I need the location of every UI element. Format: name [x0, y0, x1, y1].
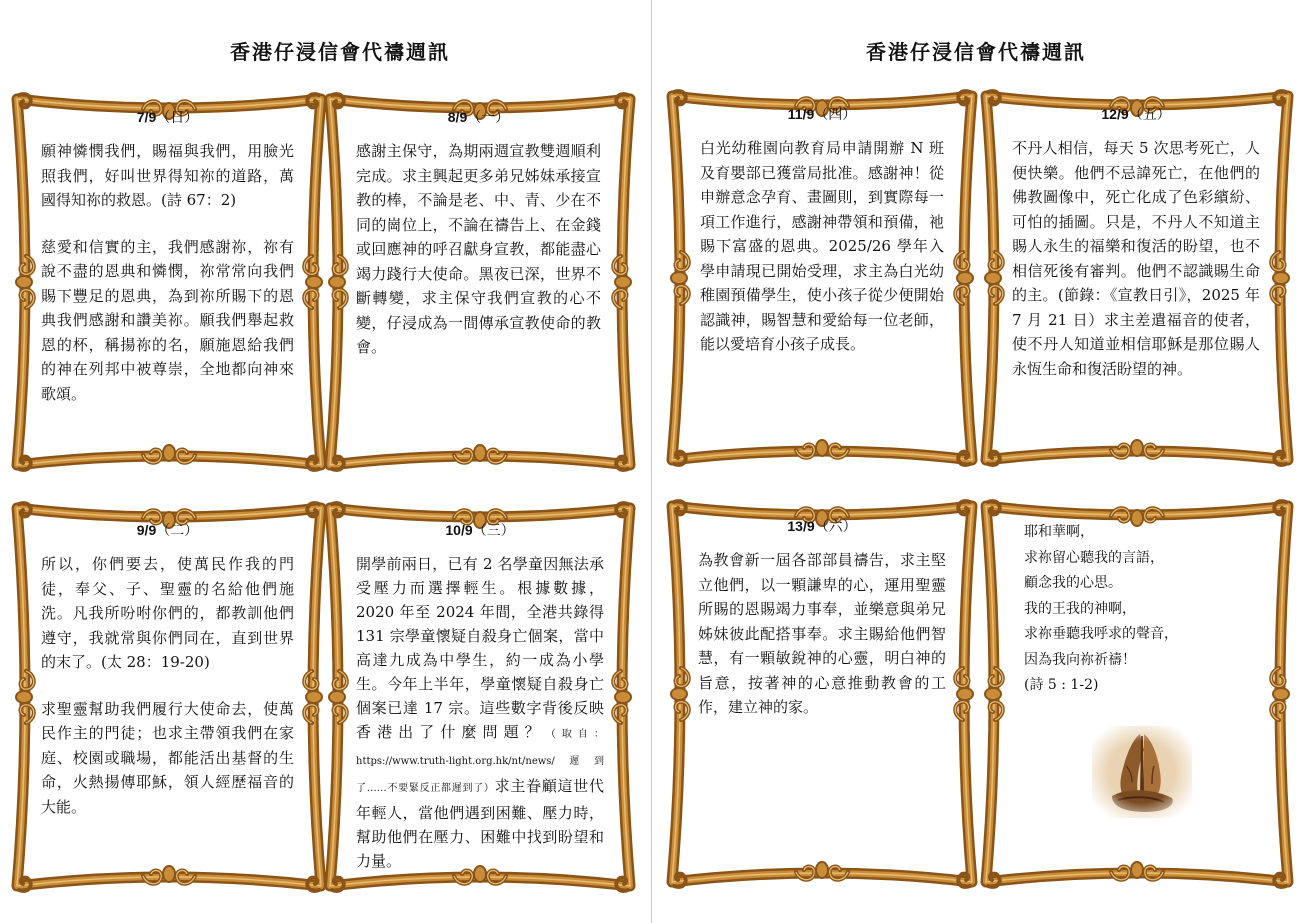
- praying-hands-picture: [1092, 726, 1192, 818]
- prayer-card-1309: [662, 490, 982, 898]
- poem-line: 顧念我的心思。: [1024, 575, 1122, 591]
- poem-line: 耶和華啊，: [1024, 524, 1094, 540]
- right-sheet-title: 香港仔浸信會代禱週訊: [866, 40, 1086, 64]
- poem-line: 因為我向祢祈禱！: [1024, 651, 1136, 668]
- poem-line: 求祢留心聽我的言語，: [1024, 549, 1164, 566]
- card-prayer: 求聖靈幫助我們履行大使命去，使萬民作主的門徒；也求主帶領我們在家庭、校園或職場，都能活出基督的生命，火熱揚傳耶穌，領人經歷福音的大能。: [41, 699, 294, 816]
- prayer-card-1109: [662, 80, 982, 476]
- card-date: 11/9（四）: [787, 106, 857, 123]
- prayer-card-0809: [320, 83, 640, 481]
- prayer-card-0909: [7, 492, 331, 902]
- card-prayer: 白光幼稚園向教育局申請開辦 N 班及育嬰部已獲當局批准。感謝神！從申辦意念孕育、畫圖則，到實際每一項工作進行，感謝神帶領和預備，祂賜下富盛的恩典。2025/26 學年入學申請現已開始受理，求主為白光幼稚園預備學生，使小孩子從少便開始認識神，賜智慧和愛給每一位老師，能以愛培育小孩子成長。: [700, 139, 944, 353]
- card-prayer: 為教會新一屆各部部員禱告，求主堅立他們，以一顆謙卑的心，運用聖靈所賜的恩賜竭力事奉，並樂意與弟兄姊妹彼此配搭事奉。求主賜給他們智慧，有一顆敏銳神的心靈，明白神的旨意，按著神的心意推動教會的工作，建立神的家。: [698, 551, 946, 716]
- poem-reference: (詩 5 : 1-2): [1024, 677, 1099, 693]
- card-date: 10/9（三）: [445, 522, 515, 539]
- prayer-card-1209: [976, 80, 1298, 476]
- prayer-card-1009: [320, 492, 640, 902]
- prayer-card-0709: [7, 83, 331, 481]
- card-date: 12/9（五）: [1101, 106, 1171, 123]
- card-scripture: 所以，你們要去，使萬民作我的門徒，奉父、子、聖靈的名給他們施洗。凡我所吩咐你們的，都教訓他們遵守，我就常與你們同在，直到世界的末了。(太 28：19-20): [41, 555, 294, 671]
- card-scripture: 願神憐憫我們，賜福與我們，用臉光照我們，好叫世界得知祢的道路，萬國得知祢的救恩。(詩 67：2): [41, 142, 294, 209]
- poem-line: 我的王我的神啊，: [1024, 600, 1136, 617]
- card-prayer: 開學前兩日，已有 2 名學童因無法承受壓力而選擇輕生。根據數據，2020 年至 2024 年間，全港共錄得 131 宗學童懷疑自殺身亡個案，當中高達九成為中學生，約一成為小學生。今年上半年，學童懷疑自殺身亡個案已達 17 宗。這些數字背後反映香港出了什麼問題？（取自：https://www.truth-light.org.hk/nt/news/遲到了……不要緊反正都遲到了）求主眷顧這世代年輕人，當他們遇到困難、壓力時，幫助他們在壓力、困難中找到盼望和力量。: [356, 555, 604, 870]
- card-prayer: 感謝主保守，為期兩週宣教雙週順利完成。求主興起更多弟兄姊妹承接宣教的棒，不論是老、中、青、少在不同的崗位上，不論在禱告上、在金錢或回應神的呼召獻身宣教，都能盡心竭力踐行大使命。黑夜已深，世界不斷轉變，求主保守我們宣教的心不變，仔浸成為一間傳承宣教使命的教會。: [356, 142, 601, 356]
- card-prayer: 慈愛和信實的主，我們感謝祢，祢有說不盡的恩典和憐憫，祢常常向我們賜下豐足的恩典，為到祢所賜下的恩典我們感謝和讚美祢。願我們舉起救恩的杯，稱揚祢的名，願施恩給我們的神在列邦中被尊崇，全地都向神來歌頌。: [41, 237, 294, 403]
- left-sheet-title: 香港仔浸信會代禱週訊: [230, 40, 450, 64]
- card-date: 13/9（六）: [787, 518, 857, 535]
- card-date: 9/9（二）: [136, 522, 199, 539]
- poem-line: 求祢垂聽我呼求的聲音，: [1024, 626, 1178, 642]
- source-note: （取自：https://www.truth-light.org.hk/nt/news/遲到了……不要緊反正都遲到了）: [356, 729, 604, 794]
- card-date: 7/9（日）: [136, 109, 199, 126]
- card-date: 8/9（一）: [447, 109, 510, 126]
- card-prayer: 不丹人相信，每天 5 次思考死亡，人便快樂。他們不忌諱死亡，在他們的佛教圖像中，死亡化成了色彩繽紛、可怕的插圖。只是，不丹人不知道主賜人永生的福樂和復活的盼望，也不相信死後有審判。他們不認識賜生命的主。(節錄：《宣教日引》，2025 年 7 月 21 日）求主差遣福音的使者，使不丹人知道並相信耶穌是那位賜人永恆生命和復活盼望的神。: [1012, 139, 1260, 378]
- psalm-card: [976, 490, 1298, 898]
- page-divider: [651, 0, 652, 923]
